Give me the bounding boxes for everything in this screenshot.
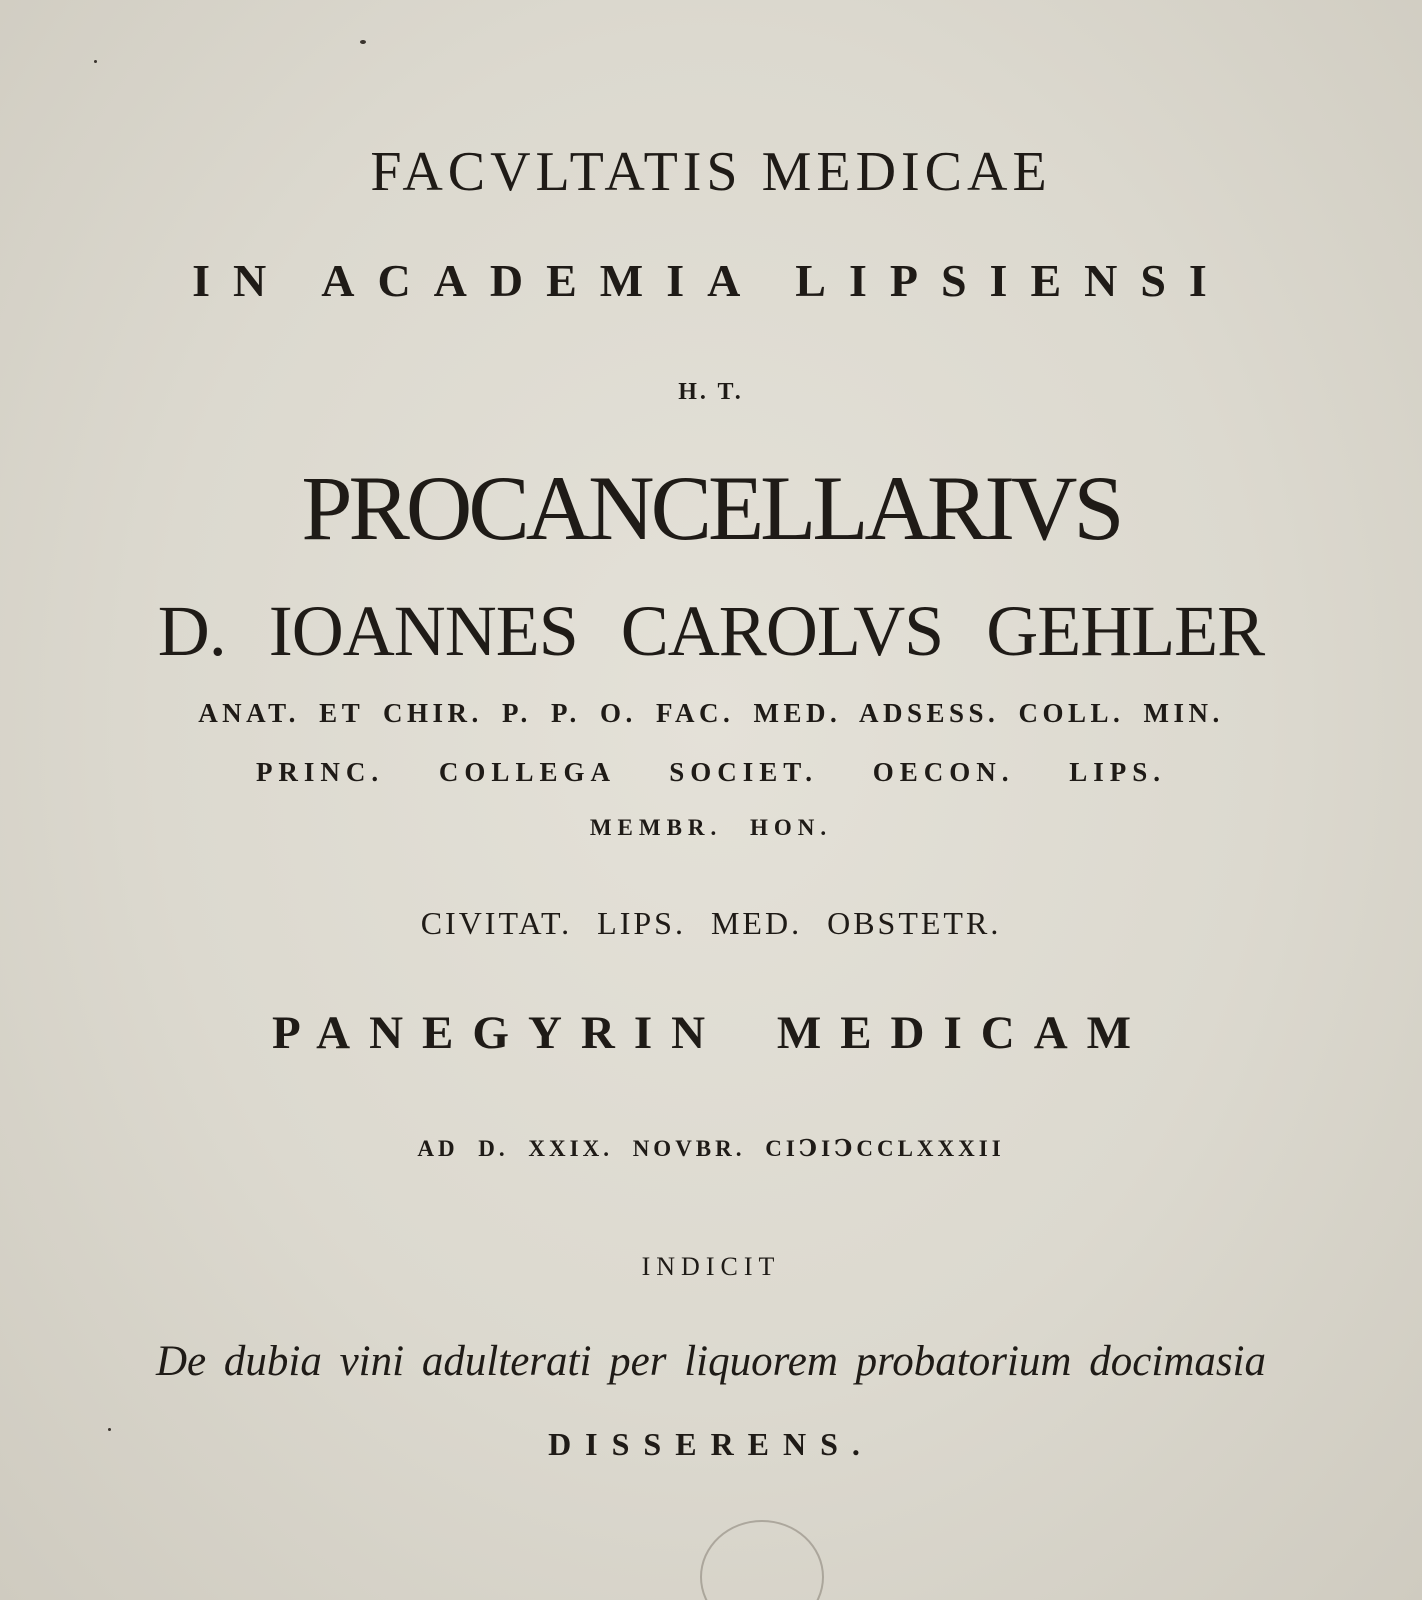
author-credentials-line-3: MEMBR. HON. (589, 815, 833, 840)
abbreviation-line: H. T. (678, 379, 744, 405)
author-city-office: CIVITAT. LIPS. MED. OBSTETR. (420, 905, 1002, 941)
ink-speck (94, 60, 97, 63)
author-credentials-line-1: ANAT. ET CHIR. P. P. O. FAC. MED. ADSESS. COLL. MIN. (198, 698, 1224, 728)
author-credentials-line-2: PRINC. COLLEGA SOCIET. OECON. LIPS. (255, 757, 1167, 787)
page-stain (700, 1520, 824, 1600)
event-title: PANEGYRIN MEDICAM (271, 1007, 1151, 1059)
closing-word: DISSERENS. (548, 1426, 874, 1462)
ink-speck (360, 40, 366, 44)
announcement-verb: INDICIT (641, 1252, 781, 1281)
event-date: AD D. XXIX. NOVBR. CIↃIↃCCLXXXII (417, 1136, 1005, 1161)
academy-heading: IN ACADEMIA LIPSIENSI (192, 255, 1230, 306)
faculty-heading: FACVLTATIS MEDICAE (370, 141, 1052, 203)
dissertation-title: De dubia vini adulterati per liquorem probatorium docimasia (156, 1338, 1266, 1385)
author-name: D. IOANNES CAROLVS GEHLER (157, 591, 1265, 671)
office-title: PROCANCELLARIVS (301, 457, 1121, 559)
